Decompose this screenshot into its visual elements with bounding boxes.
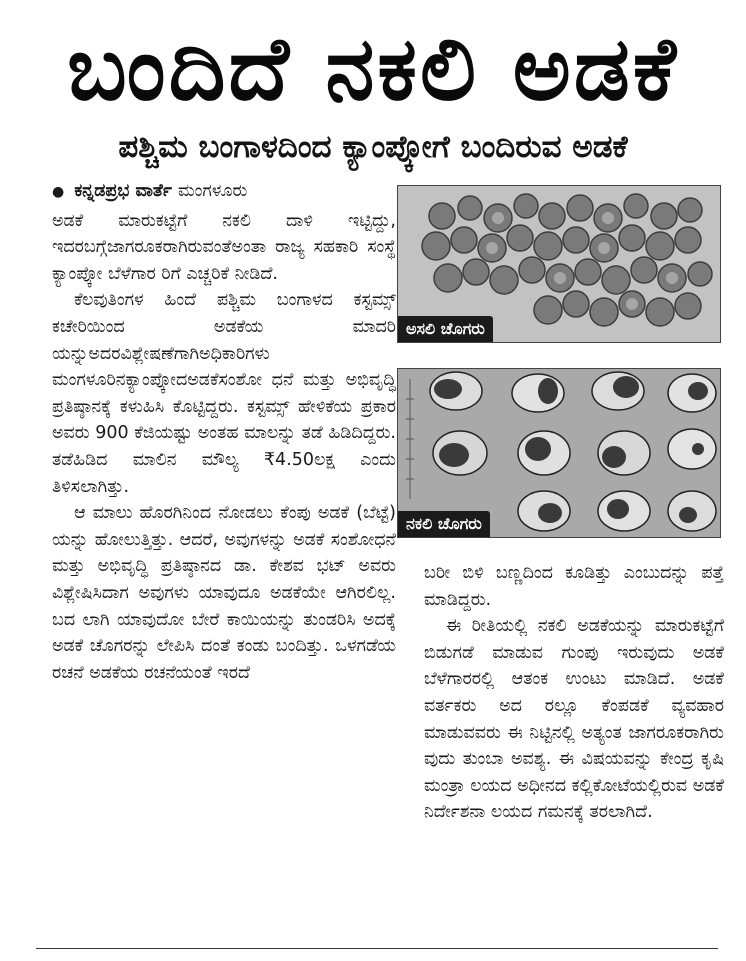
byline-place: ಮಂಗಳೂರು (178, 181, 248, 201)
photo-caption-fake: ನಕಲಿ ಚೊಗರು (398, 511, 490, 537)
article-paragraph: ಕೆಲವುತಿಂಗಳ ಹಿಂದೆ ಪಶ್ಚಿಮ ಬಂಗಾಳದ ಕಸ್ಟಮ್ಸ್ ಕಚೇರಿಯಿಂದ ಅಡಕೆಯ ಮಾದರಿ ಯನ್ನುಅದರವಿಶ್ಲೇಷಣೆಗಾಗಿಅಧಿಕಾರಿಗಳು ಮಂಗಳೂರಿನಕ್ಯಾಂಪ್ಕೋದಅಡಕೆಸಂಶೋ ಧನೆ ಮತ್ತು ಅಭಿವೃದ್ಧಿ ಪ್ರತಿಷ್ಠಾನಕ್ಕೆ ಕಳುಹಿಸಿ ಕೊಟ್ಟಿದ್ದರು. ಕಸ್ಟಮ್ಸ್ ಹೇಳಿಕೆಯ ಪ್ರಕಾರ ಅವರು 900 ಕೆಜಿಯಷ್ಟು ಅಂತಹ ಮಾಲನ್ನು ತಡೆ ಹಿಡಿದಿದ್ದರು. ತಡೆಹಿಡಿದ ಮಾಲಿನ ಮೌಲ್ಯ ₹4.50ಲಕ್ಷ ಎಂದು ತಿಳಿಸಲಾಗಿತ್ತು. (52, 290, 396, 497)
photo-fake-areca (397, 368, 721, 538)
photo-caption-original: ಅಸಲಿ ಚೊಗರು (398, 316, 493, 342)
subheadline: ಪಶ್ಚಿಮ ಬಂಗಾಳದಿಂದ ಕ್ಯಾಂಪ್ಕೋಗೆ ಬಂದಿರುವ ಅಡಕೆ (118, 129, 628, 165)
article-paragraph: ಆ ಮಾಲು ಹೊರಗಿನಿಂದ ನೋಡಲು ಕೆಂಪು ಅಡಕೆ (ಬೆಟ್ಟೆ) ಯನ್ನು ಹೋಲುತ್ತಿತ್ತು. ಆದರೆ, ಅವುಗಳನ್ನು ಅಡಕೆ ಸಂಶೋಧನೆ ಮತ್ತು ಅಭಿವೃದ್ಧಿ ಪ್ರತಿಷ್ಠಾನದ ಡಾ. ಕೇಶವ ಭಟ್ ಅವರು ವಿಶ್ಲೇಷಿಸಿದಾಗ ಅವುಗಳು ಯಾವುದೂ ಅಡಕೆಯೇ ಆಗಿರಲಿಲ್ಲ. ಬದ ಲಾಗಿ ಯಾವುದೋ ಬೇರೆ ಕಾಯಿಯನ್ನು ತುಂಡರಿಸಿ ಅದಕ್ಕೆ ಅಡಕೆ ಚೊಗರನ್ನು ಲೇಪಿಸಿ ದಂತೆ ಕಂಡು ಬಂದಿತ್ತು. ಒಳಗಡೆಯ ರಚನೆ ಅಡಕೆಯ ರಚನೆಯಂತೆ ಇರದೆ (52, 503, 396, 683)
byline (52, 178, 396, 206)
article-column-1 (52, 178, 396, 686)
bullet-icon: ● (52, 184, 65, 200)
article-column-2 (424, 560, 724, 826)
headline: ಬಂದಿದೆ ನಕಲಿ ಅಡಕೆ (67, 17, 679, 120)
byline-source: ಕನ್ನಡಪ್ರಭ ವಾರ್ತೆ (74, 181, 172, 201)
bottom-rule (36, 948, 718, 949)
article-paragraph: ಈ ರೀತಿಯಲ್ಲಿ ನಕಲಿ ಅಡಕೆಯನ್ನು ಮಾರುಕಟ್ಟೆಗೆ ಬಿಡುಗಡೆ ಮಾಡುವ ಗುಂಪು ಇರುವುದು ಅಡಕೆ ಬೆಳೆಗಾರರಲ್ಲಿ ಆತಂಕ ಉಂಟು ಮಾಡಿದೆ. ಅಡಕೆ ವರ್ತಕರು ಅದ ರಲ್ಲೂ ಕೆಂಪಡಕೆ ವ್ಯವಹಾರ ಮಾಡುವವರು ಈ ನಿಟ್ಟಿನಲ್ಲಿ ಅತ್ಯಂತ ಜಾಗರೂಕರಾಗಿರು ವುದು ತುಂಬಾ ಅವಶ್ಯ. ಈ ವಿಷಯವನ್ನು ಕೇಂದ್ರ ಕೃಷಿ ಮಂತ್ರಾ ಲಯದ ಅಧೀನದ ಕಲ್ಲಿಕೋಟೆಯಲ್ಲಿರುವ ಅಡಕೆ ನಿರ್ದೇಶನಾ ಲಯದ ಗಮನಕ್ಕೆ ತರಲಾಗಿದೆ. (424, 616, 724, 823)
article-paragraph: ಅಡಕೆ ಮಾರುಕಟ್ಟೆಗೆ ನಕಲಿ ದಾಳಿ ಇಟ್ಟಿದ್ದು, ಇದರಬಗ್ಗೆಜಾಗರೂಕರಾಗಿರುವಂತೆಅಂತಾ ರಾಜ್ಯ ಸಹಕಾರಿ ಸಂಸ್ಥೆ ಕ್ಯಾಂಪ್ಕೋ ಬೆಳೆಗಾರ ರಿಗೆ ಎಚ್ಚರಿಕೆ ನೀಡಿದೆ. (52, 210, 396, 284)
article-paragraph: ಬರೀ ಬಿಳಿ ಬಣ್ಣದಿಂದ ಕೂಡಿತ್ತು ಎಂಬುದನ್ನು ಪತ್ತೆ ಮಾಡಿದ್ದರು. (424, 563, 724, 610)
photo-original-areca (397, 185, 721, 343)
